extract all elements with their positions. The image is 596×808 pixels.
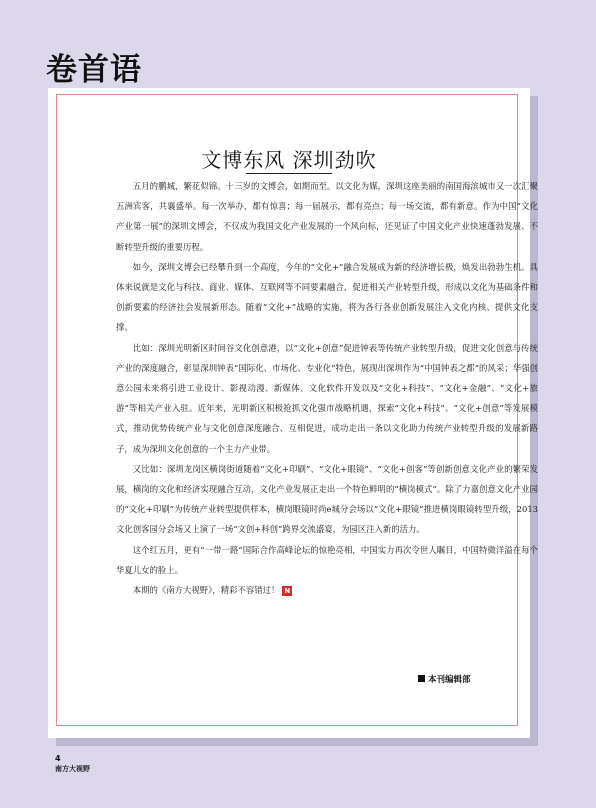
section-title: 卷首语 bbox=[46, 52, 142, 88]
paragraph-5: 这个红五月，更有“一带一路”国际合作高峰论坛的惊艳亮相，中国实力再次令世人瞩目，中国特微洋溢在每个华夏儿女的脸上。 bbox=[116, 544, 538, 575]
page-number: 4 bbox=[55, 754, 61, 763]
paragraph-3: 比如：深圳光明新区时间谷文化创意港，以“文化+创意”促进钟表等传统产业转型升级，促进文化创意与传统产业的深度融合，彰显深圳钟表“国际化、市场化、专业化”特色，展现出深圳作为“中国钟表之都”的风采；华强创意公园未来将引进工业设计、影视动漫、新媒体、文化软件开发以及“文化+科技”、“文化+金融”、“文化+旅游”等相关产业入驻。近年来，光明新区积极抢抓文化强市战略机遇，探索“文化+科技”、“文化+创意”等发展模式，推动优势传统产业与文化创意深度融合、互相促进，成功走出一条以文化助力传统产业转型升级的发展新路子，成为深圳文化创意的一个主力产业带。 bbox=[116, 342, 538, 454]
headline: 文博东风 深圳劲吹 bbox=[201, 148, 377, 172]
editorial-card bbox=[48, 88, 538, 738]
closing-text: 本期的《南方大视野》，精彩不容错过！ bbox=[132, 585, 280, 596]
headline-rule bbox=[246, 173, 332, 174]
signature bbox=[418, 673, 471, 685]
magazine-badge-icon: N bbox=[282, 586, 292, 596]
paragraph-1: 五月的鹏城，繁花似锦。十三岁的文博会，如期而至。以文化为媒，深圳这座美丽的南国海滨城市又一次汇聚五洲宾客，共襄盛举。每一次举办，都有惊喜；每一届展示，都有亮点；每一场交流，都有新意。作为中国“文化产业第一展”的深圳文博会，不仅成为我国文化产业发展的一个风向标，还见证了中国文化产业快速蓬勃发展、不断转型升级的重要历程。 bbox=[116, 181, 538, 252]
signature-text: 本刊编辑部 bbox=[428, 675, 471, 685]
square-bullet-icon bbox=[418, 675, 425, 682]
article-body bbox=[116, 176, 538, 600]
paragraph-4: 又比如：深圳龙岗区横岗街道随着“文化+印刷”、“文化+眼镜”、“文化+创客”等创新创意文化产业的繁荣发展，横岗的文化和经济实现融合互动，文化产业发展正走出一个特色鲜明的“横岗模式”。除了力嘉创意文化产业园的“文化+印刷”为传统产业转型提供样本，横岗眼镜时尚e城分会场以“文化+眼镜”推进横岗眼镜转型升级，2013文化创客园分会场又上演了一场“文创+科创”跨界交流盛宴，为园区注入新的活力。 bbox=[116, 463, 538, 535]
paragraph-6 bbox=[116, 580, 538, 600]
paragraph-2: 如今，深圳文博会已经攀升到一个高度，今年的“文化+”融合发展成为新的经济增长极，焕发出勃勃生机。具体来说就是文化与科技、商业、媒体、互联网等不同要素融合，促进相关产业转型升级，形成以文化为基础条件和创新要素的经济社会发展新形态。随着“文化+”战略的实施，将为各行各业创新发展注入文化内核、提供文化支撑。 bbox=[116, 261, 538, 333]
magazine-name: 南方大视野 bbox=[55, 764, 90, 773]
